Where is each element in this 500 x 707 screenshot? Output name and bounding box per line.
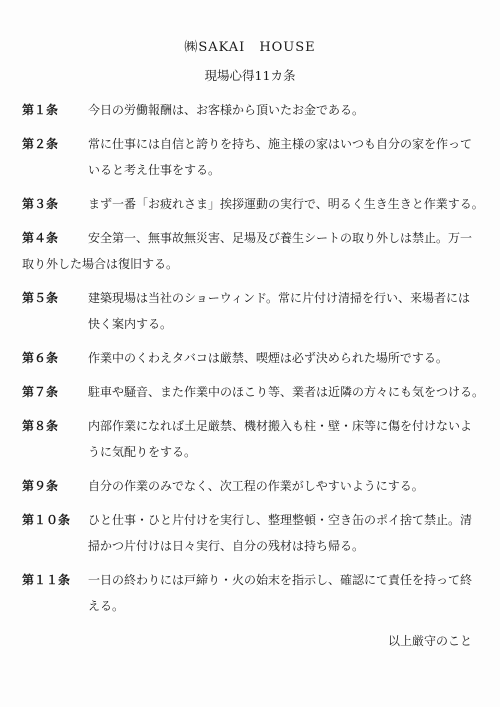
article-10 [22, 507, 482, 559]
article-label: 第１１条 [22, 573, 71, 587]
article-list [22, 97, 485, 627]
article-line: 常に仕事には自信と誇りを持ち、施主様の家はいつも自分の家を作って [88, 137, 473, 151]
article-line: 今日の労働報酬は、お客様から頂いたお金である。 [88, 103, 365, 117]
article-label: 第７条 [22, 385, 59, 399]
article-text [88, 413, 482, 465]
document-title: 現場心得11カ条 [204, 68, 296, 83]
article-text [88, 131, 482, 183]
article-text [88, 191, 484, 217]
article-3 [22, 191, 482, 217]
article-7 [22, 379, 485, 405]
article-label: 第２条 [22, 137, 59, 151]
article-11 [22, 567, 482, 619]
article-line: 安全第一、無事故無災害、足場及び養生シートの取り外しは禁止。万一 [88, 231, 473, 245]
article-text [88, 285, 482, 337]
article-label: 第４条 [22, 231, 59, 245]
company-name: ㈱SAKAI HOUSE [184, 40, 316, 55]
article-text [88, 507, 482, 559]
article-line: 駐車や騒音、また作業中のほこり等、業者は近隣の方々にも気をつける。 [88, 385, 485, 399]
article-label: 第９条 [22, 479, 59, 493]
article-line: 快く案内する。 [88, 317, 173, 331]
article-text [88, 379, 484, 405]
article-label: 第５条 [22, 291, 59, 305]
article-label: 第３条 [22, 197, 59, 211]
article-9 [22, 473, 482, 499]
article-line: うに気配りをする。 [88, 445, 197, 459]
article-label: 第１条 [22, 103, 59, 117]
article-line: 作業中のくわえタバコは厳禁、喫煙は必ず決められた場所でする。 [88, 351, 448, 365]
article-1 [22, 97, 482, 123]
closing-note: 以上厳守のこと [387, 634, 472, 648]
article-line: 自分の作業のみでなく、次工程の作業がしやすいようにする。 [88, 479, 424, 493]
article-line: ひと仕事・ひと片付けを実行し、整理整頓・空き缶のポイ捨て禁止。清 [88, 513, 473, 527]
article-line: まず一番「お疲れさま」挨拶運動の実行で、明るく生き生きと作業する。 [88, 197, 484, 211]
article-line: 取り外した場合は復旧する。 [22, 257, 179, 271]
article-6 [22, 345, 482, 371]
article-4 [22, 225, 482, 277]
article-label: 第６条 [22, 351, 59, 365]
article-8 [22, 413, 482, 465]
article-line: 一日の終わりには戸締り・火の始末を指示し、確認にて責任を持って終 [88, 573, 473, 587]
article-text [88, 345, 482, 371]
article-text [88, 567, 482, 619]
article-line: 掃かつ片付けは日々実行、自分の残材は持ち帰る。 [88, 539, 365, 553]
article-line: いると考え仕事をする。 [88, 163, 221, 177]
article-line: える。 [88, 599, 125, 613]
article-2 [22, 131, 482, 183]
article-label: 第８条 [22, 419, 59, 433]
article-line: 内部作業になれば土足厳禁、機材搬入も柱・壁・床等に傷を付けないよ [88, 419, 473, 433]
article-5 [22, 285, 482, 337]
article-label: 第１０条 [22, 513, 71, 527]
article-line: 建築現場は当社のショーウィンド。常に片付け清掃を行い、来場者には [88, 291, 470, 305]
article-text [88, 473, 482, 499]
article-text [88, 97, 482, 123]
